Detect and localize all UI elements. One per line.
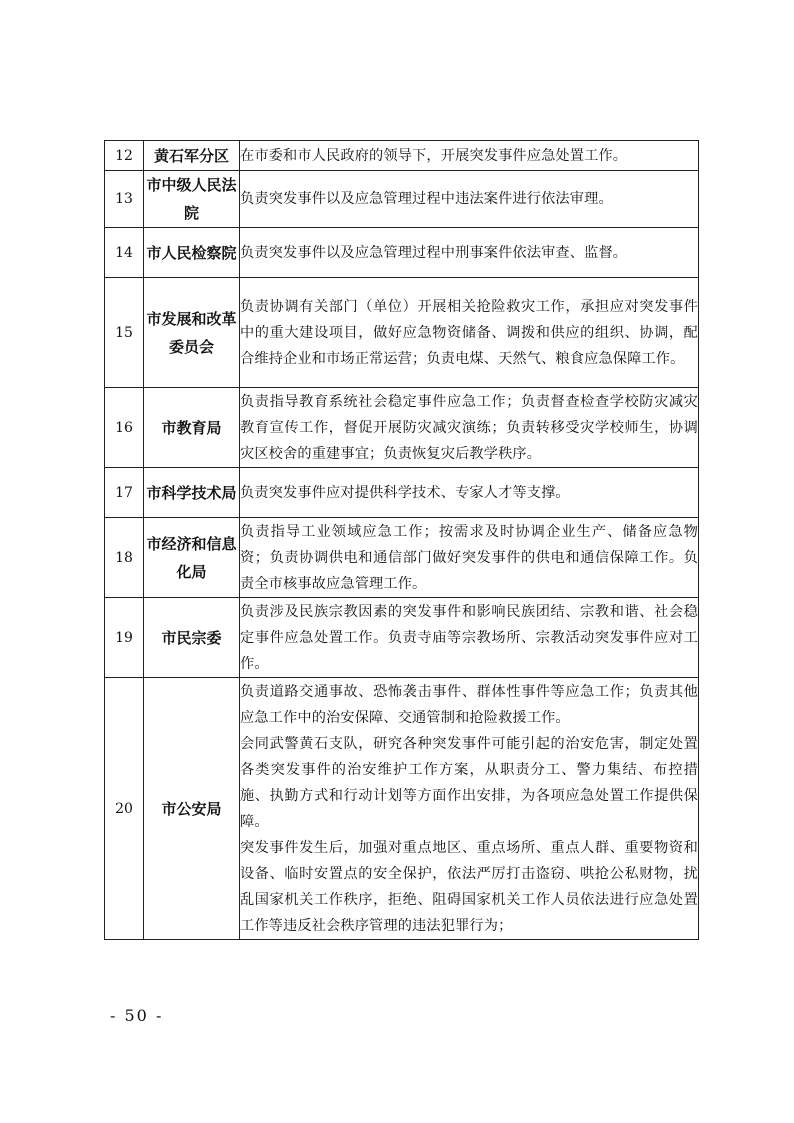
duty-paragraph: 负责指导教育系统社会稳定事件应急工作；负责督查检查学校防灾减灾教育宣传工作，督促开展防灾减灾演练；负责转移受灾学校师生，协调灾区校舍的重建事宜；负责恢复灾后教学秩序。 xyxy=(240,393,698,462)
duty-description xyxy=(240,228,699,278)
duty-description xyxy=(240,598,699,678)
duty-paragraph: 负责突发事件以及应急管理过程中刑事案件依法审查、监督。 xyxy=(240,244,628,261)
table-row xyxy=(105,598,699,678)
row-number: 19 xyxy=(105,598,144,678)
duty-paragraph: 负责突发事件应对提供科学技术、专家人才等支撑。 xyxy=(240,484,570,501)
organization-name: 市公安局 xyxy=(144,678,240,940)
organization-name: 市发展和改革委员会 xyxy=(144,278,240,388)
row-number: 13 xyxy=(105,171,144,228)
organization-name: 市中级人民法院 xyxy=(144,171,240,228)
duty-paragraph: 负责突发事件以及应急管理过程中违法案件进行依法审理。 xyxy=(240,191,613,207)
organization-name: 市科学技术局 xyxy=(144,468,240,518)
table-row xyxy=(105,388,699,468)
duty-description xyxy=(240,518,699,598)
table-row xyxy=(105,278,699,388)
row-number: 16 xyxy=(105,388,144,468)
organization-name: 黄石军分区 xyxy=(144,141,240,171)
duty-paragraph: 会同武警黄石支队，研究各种突发事件可能引起的治安危害，制定处置各类突发事件的治安维护工作方案，从职责分工、警力集结、布控措施、执勤方式和行动计划等方面作出安排，为各项应急处置工作提供保障。 xyxy=(240,735,698,830)
duty-description xyxy=(240,141,699,171)
duty-paragraph: 负责指导工业领域应急工作；按需求及时协调企业生产、储备应急物资；负责协调供电和通信部门做好突发事件的供电和通信保障工作。负责全市核事故应急管理工作。 xyxy=(240,523,698,592)
duty-paragraph: 负责协调有关部门（单位）开展相关抢险救灾工作，承担应对突发事件中的重大建设项目，做好应急物资储备、调拨和供应的组织、协调，配合维持企业和市场正常运营；负责电煤、天然气、粮食应急保障工作。 xyxy=(240,298,698,367)
row-number: 14 xyxy=(105,228,144,278)
duty-description xyxy=(240,278,699,388)
duty-description xyxy=(240,171,699,228)
page-number: - 50 - xyxy=(110,1006,164,1025)
table-row xyxy=(105,678,699,940)
duty-paragraph: 负责涉及民族宗教因素的突发事件和影响民族团结、宗教和谐、社会稳定事件应急处置工作。负责寺庙等宗教场所、宗教活动突发事件应对工作。 xyxy=(240,603,698,672)
organization-name: 市经济和信息化局 xyxy=(144,518,240,598)
row-number: 20 xyxy=(105,678,144,940)
duty-description xyxy=(240,468,699,518)
table-row xyxy=(105,518,699,598)
row-number: 18 xyxy=(105,518,144,598)
duty-paragraph: 负责道路交通事故、恐怖袭击事件、群体性事件等应急工作；负责其他应急工作中的治安保障、交通管制和抢险救援工作。 xyxy=(240,683,698,726)
table-row xyxy=(105,141,699,171)
row-number: 12 xyxy=(105,141,144,171)
row-number: 17 xyxy=(105,468,144,518)
table-row xyxy=(105,171,699,228)
table-row xyxy=(105,228,699,278)
organization-name: 市人民检察院 xyxy=(144,228,240,278)
duty-paragraph: 突发事件发生后，加强对重点地区、重点场所、重点人群、重要物资和设备、临时安置点的安全保护，依法严厉打击盗窃、哄抢公私财物，扰乱国家机关工作秩序，拒绝、阻碍国家机关工作人员依法进行应急处置工作等违反社会秩序管理的违法犯罪行为； xyxy=(240,839,698,934)
row-number: 15 xyxy=(105,278,144,388)
table-row xyxy=(105,468,699,518)
duty-description xyxy=(240,678,699,940)
duty-paragraph: 在市委和市人民政府的领导下，开展突发事件应急处置工作。 xyxy=(240,147,628,164)
duty-table xyxy=(104,140,699,940)
organization-name: 市民宗委 xyxy=(144,598,240,678)
duty-description xyxy=(240,388,699,468)
organization-name: 市教育局 xyxy=(144,388,240,468)
